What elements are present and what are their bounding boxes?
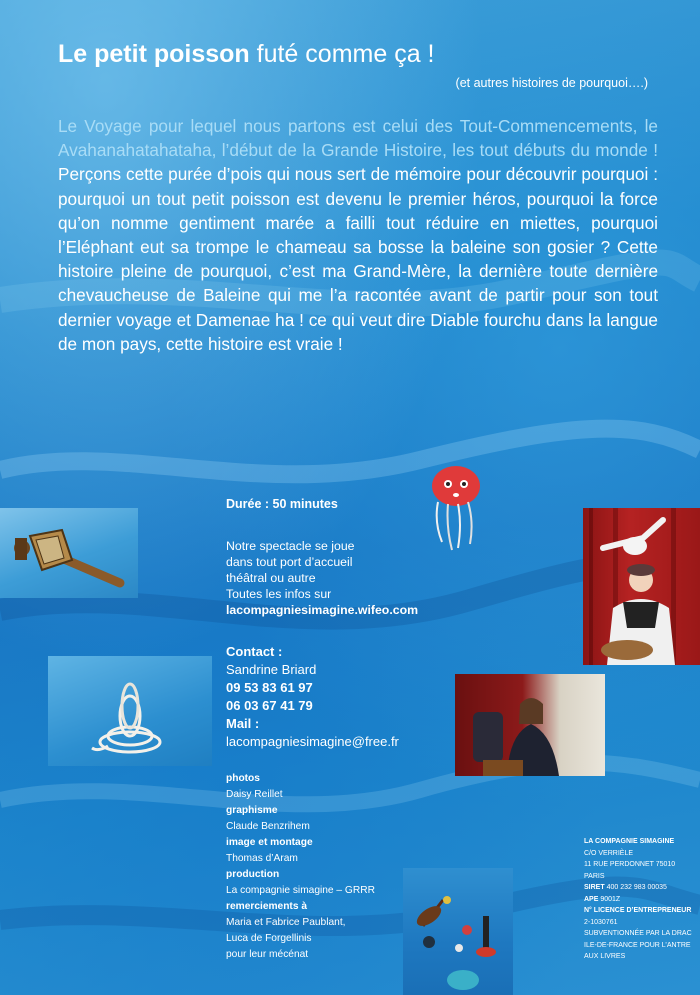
- credits-block: [226, 771, 375, 963]
- contact-label: Contact :: [226, 644, 283, 659]
- credit-production: La compagnie simagine – GRRR: [226, 885, 375, 896]
- contact-name: Sandrine Briard: [226, 662, 317, 677]
- rope-illustration: [48, 656, 212, 766]
- puppeteer-illustration: [583, 508, 700, 665]
- venue-line-2: dans tout port d’accueil: [226, 555, 353, 569]
- credit-role-production: production: [226, 869, 280, 880]
- lantern-photo: [0, 508, 138, 598]
- title-rest: futé comme ça !: [256, 40, 435, 68]
- siret-value: 400 232 983 00035: [606, 884, 667, 891]
- credit-thanks-3: pour leur mécénat: [226, 949, 309, 960]
- jellyfish-photo: [424, 462, 488, 554]
- credit-role-image: image et montage: [226, 837, 313, 848]
- lantern-illustration: [0, 508, 138, 598]
- subsidy-line-2: ILE-DE-FRANCE POUR L’ANTRE: [584, 941, 691, 949]
- siret-label: SIRET: [584, 884, 605, 891]
- objects-photo: [403, 868, 513, 995]
- duration: Durée : 50 minutes: [226, 497, 338, 511]
- story-intro: Le Voyage pour lequel nous partons est celui des Tout-Commencements, le Avahanahatahataha, l’début de la Grande Histoire, les tout débuts du monde !: [58, 116, 658, 161]
- phone-1[interactable]: 09 53 83 61 97: [226, 680, 313, 695]
- credit-image: Thomas d’Aram: [226, 853, 298, 864]
- objects-illustration: [403, 868, 513, 995]
- licence-label: N° LICENCE D’ENTREPRENEUR: [584, 907, 692, 914]
- website-link[interactable]: lacompagniesimagine.wifeo.com: [226, 603, 419, 617]
- credit-role-graphisme: graphisme: [226, 805, 278, 816]
- email-link[interactable]: lacompagniesimagine@free.fr: [226, 734, 399, 749]
- credit-role-photos: photos: [226, 773, 260, 784]
- company-address: 11 RUE PERDONNET 75010 PARIS: [584, 861, 676, 880]
- actress-photo: [455, 674, 605, 776]
- story-end: Cette histoire pleine de pourquoi, c’est ma Grand-Mère, la dernière toute dernière chevaucheuse de Baleine qui me l’a racontée avant de partir pour son tout dernier voyage et Damenae ha ! ce qui veut dire Diable fourchu dans la langue de mon pays, cette histoire est vraie !: [58, 237, 658, 354]
- credit-thanks-1: Maria et Fabrice Paublant,: [226, 917, 346, 928]
- company-siret: [584, 882, 694, 894]
- actress-illustration: [455, 674, 605, 776]
- company-info: [584, 836, 694, 963]
- contact-block: [226, 643, 399, 751]
- subsidy-line-1: SUBVENTIONNÉE PAR LA DRAC: [584, 930, 692, 937]
- subsidy-line-3: AUX LIVRES: [584, 953, 626, 960]
- title-bold: Le petit poisson: [58, 40, 250, 68]
- company-ape: [584, 894, 694, 906]
- page-subtitle: (et autres histoires de pourquoi….): [455, 76, 648, 90]
- venue-line-4: Toutes les infos sur: [226, 587, 332, 601]
- company-co: C/O VERRIÈLE: [584, 849, 634, 857]
- credit-thanks-2: Luca de Forgellinis: [226, 933, 312, 944]
- phone-2[interactable]: 06 03 67 41 79: [226, 698, 313, 713]
- licence-value: 2-1030761: [584, 918, 618, 926]
- rope-photo: [48, 656, 212, 766]
- venue-info: [226, 538, 418, 618]
- ape-value: 9001Z: [600, 895, 621, 903]
- credit-graphisme: Claude Benzrihem: [226, 821, 310, 832]
- mail-label: Mail :: [226, 716, 260, 731]
- venue-line-1: Notre spectacle se joue: [226, 539, 355, 553]
- duration-block: [226, 496, 338, 512]
- page-title: [58, 40, 435, 69]
- venue-line-3: théâtral ou autre: [226, 571, 316, 585]
- ape-label: APE: [584, 895, 599, 903]
- story-paragraph: [58, 114, 658, 356]
- company-name: LA COMPAGNIE SIMAGINE: [584, 838, 675, 845]
- jellyfish-icon: [424, 462, 488, 554]
- credit-role-thanks: remerciements à: [226, 901, 307, 912]
- story-middle: Perçons cette purée d’pois qui nous sert de mémoire pour découvrir pourquoi : pourquoi un tout petit poisson est devenu le premier héros, pourquoi la force qu’on nomme gentiment marée a failli tout réduire en miettes, pourquoi l’Eléphant eut sa trompe le chameau sa bosse la baleine son gosier ?: [58, 164, 658, 258]
- credit-photos: Daisy Reillet: [226, 789, 283, 800]
- puppeteer-photo: [583, 508, 700, 665]
